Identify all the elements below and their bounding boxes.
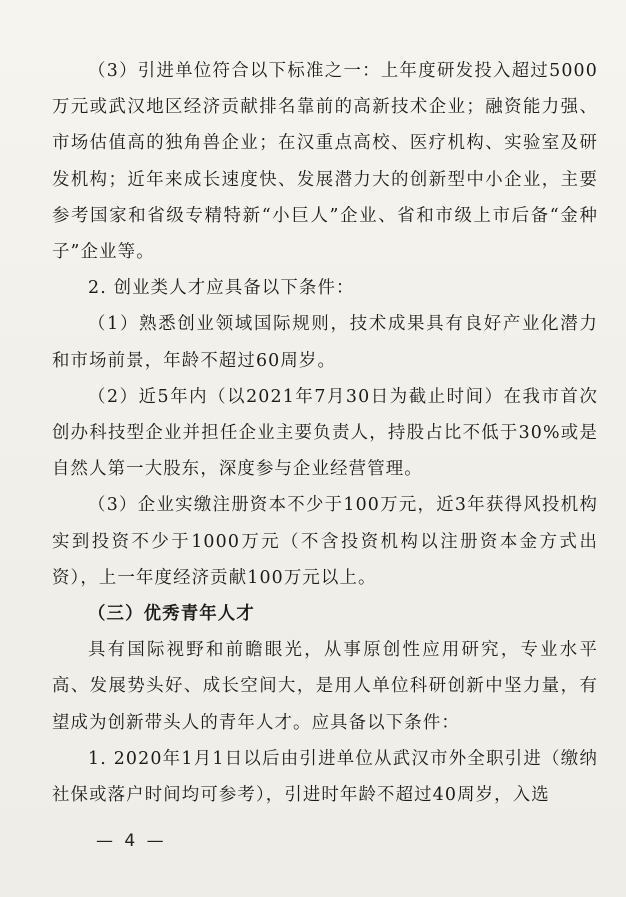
document-body <box>52 53 598 813</box>
paragraph-entrepreneur-condition-3: （3）企业实缴注册资本不少于100万元，近3年获得风投机构实到投资不少于1000万元（不含投资机构以注册资本金方式出资），上一年度经济贡献100万元以上。 <box>52 495 598 588</box>
paragraph-entrepreneur-condition-1: （1）熟悉创业领域国际规则，技术成果具有良好产业化潜力和市场前景，年龄不超过60周岁。 <box>52 314 598 371</box>
page-number: — 4 — <box>96 831 167 851</box>
paragraph-young-talent-intro: 具有国际视野和前瞻眼光，从事原创性应用研究，专业水平高、发展势头好、成长空间大，是用人单位科研创新中坚力量，有望成为创新带头人的青年人才。应具备以下条件： <box>52 640 598 733</box>
paragraph-entrepreneur-condition-2: （2）近5年内（以2021年7月30日为截止时间）在我市首次创办科技型企业并担任企业主要负责人，持股占比不低于30%或是自然人第一大股东，深度参与企业经营管理。 <box>52 386 598 480</box>
paragraph-entrepreneur-heading: 2. 创业类人才应具备以下条件： <box>88 278 355 299</box>
paragraph-employer-criteria: （3）引进单位符合以下标准之一：上年度研发投入超过5000万元或武汉地区经济贡献排名靠前的高新技术企业；融资能力强、市场估值高的独角兽企业；在汉重点高校、医疗机构、实验室及研发机构；近年来成长速度快、发展潜力大的创新型中小企业，主要参考国家和省级专精特新“小巨人”企业、省和市级上市后备“金种子”企业等。 <box>52 61 598 263</box>
paragraph-young-talent-condition-1: 1. 2020年1月1日以后由引进单位从武汉市外全职引进（缴纳社保或落户时间均可参考），引进时年龄不超过40周岁，入选 <box>52 748 598 806</box>
section-heading-young-talent: （三）优秀青年人才 <box>88 604 255 625</box>
